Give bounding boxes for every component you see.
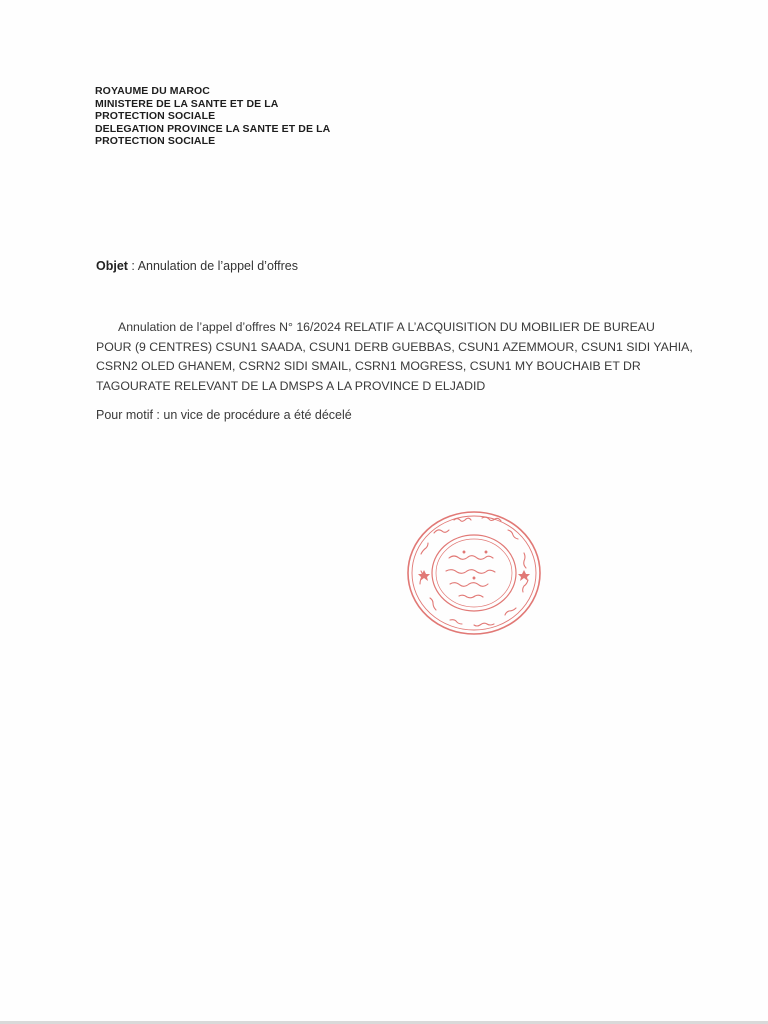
subject-label: Objet bbox=[96, 259, 128, 273]
motif-line: Pour motif : un vice de procédure a été décelé bbox=[96, 408, 352, 422]
body-line: Annulation de l’appel d’offres N° 16/2024 RELATIF A L’ACQUISITION DU MOBILIER DE BUREAU bbox=[118, 320, 655, 334]
letterhead-line: MINISTERE DE LA SANTE ET DE LA bbox=[95, 97, 279, 110]
letterhead-line: PROTECTION SOCIALE bbox=[95, 110, 216, 122]
official-stamp bbox=[404, 508, 544, 638]
body-line: POUR (9 CENTRES) CSUN1 SAADA, CSUN1 DERB GUEBBAS, CSUN1 AZEMMOUR, CSUN1 SIDI YAHIA, bbox=[96, 339, 693, 354]
body-paragraph bbox=[96, 318, 696, 396]
subject-line bbox=[96, 259, 298, 273]
letterhead-line: DELEGATION PROVINCE LA SANTE ET DE LA bbox=[95, 122, 331, 135]
letterhead-line: ROYAUME DU MAROC bbox=[95, 85, 210, 97]
letterhead bbox=[95, 85, 330, 148]
body-line: TAGOURATE RELEVANT DE LA DMSPS A LA PROVINCE D ELJADID bbox=[96, 378, 486, 393]
subject-text: Annulation de l’appel d’offres bbox=[137, 259, 298, 273]
letterhead-line: PROTECTION SOCIALE bbox=[95, 135, 216, 147]
subject-separator: : bbox=[127, 259, 138, 273]
body-line: CSRN2 OLED GHANEM, CSRN2 SIDI SMAIL, CSRN1 MOGRESS, CSUN1 MY BOUCHAIB ET DR bbox=[96, 359, 641, 373]
